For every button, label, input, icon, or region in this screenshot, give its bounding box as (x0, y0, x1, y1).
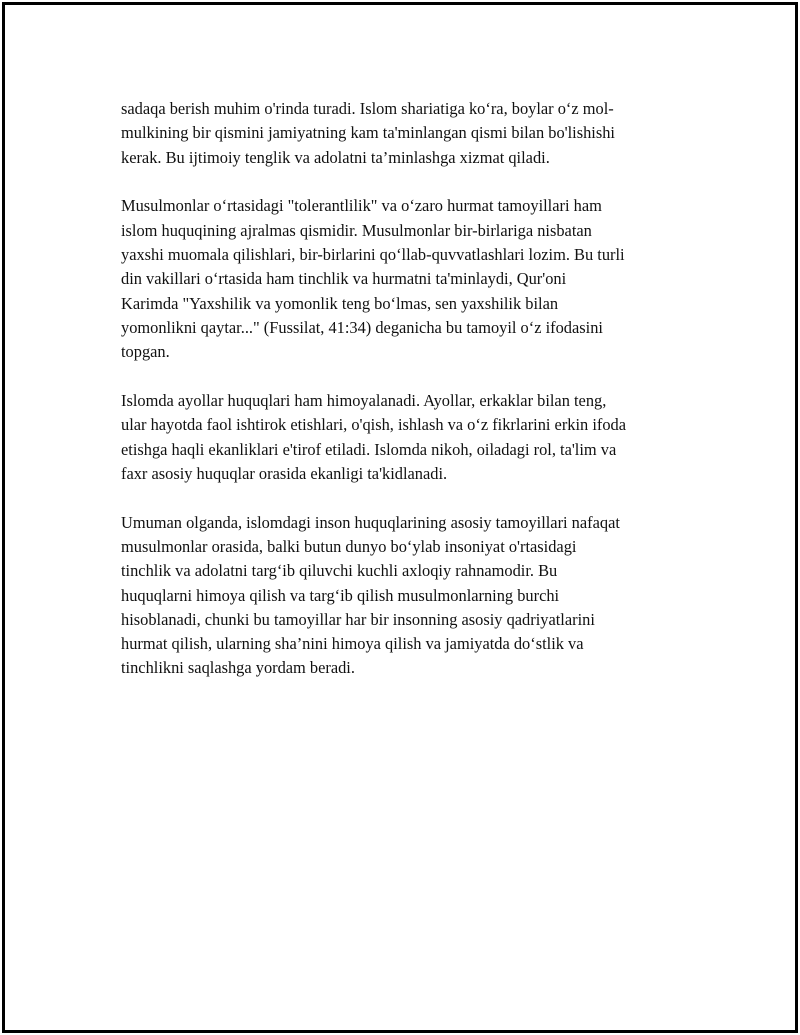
document-body (121, 97, 691, 705)
text-line: din vakillari o‘rtasida ham tinchlik va hurmatni ta'minlaydi, Qur'oni (121, 269, 567, 289)
paragraph-women-rights (121, 389, 691, 486)
text-line: huquqlarni himoya qilish va targ‘ib qilish musulmonlarning burchi (121, 585, 560, 605)
text-line: tinchlik va adolatni targ‘ib qiluvchi kuchli axloqiy rahnamodir. Bu (121, 561, 558, 581)
text-line: yaxshi muomala qilishlari, bir-birlarini qo‘llab-quvvatlashlari lozim. Bu turli (121, 244, 625, 264)
text-line: yomonlikni qaytar..." (Fussilat, 41:34) deganicha bu tamoyil o‘z ifodasini (121, 317, 603, 337)
text-line: mulkining bir qismini jamiyatning kam ta'minlangan qismi bilan bo'lishishi (121, 123, 615, 143)
text-line: Karimda "Yaxshilik va yomonlik teng bo‘lmas, sen yaxshilik bilan (121, 293, 559, 313)
text-line: etishga haqli ekanliklari e'tirof etiladi. Islomda nikoh, oiladagi rol, ta'lim va (121, 439, 617, 459)
text-line: musulmonlar orasida, balki butun dunyo bo‘ylab insoniyat o'rtasidagi (121, 536, 577, 556)
text-line: Islomda ayollar huquqlari ham himoyalanadi. Ayollar, erkaklar bilan teng, (121, 390, 607, 410)
text-line: islom huquqining ajralmas qismidir. Musulmonlar bir-birlariga nisbatan (121, 220, 592, 240)
text-line: hurmat qilish, ularning sha’nini himoya qilish va jamiyatda do‘stlik va (121, 634, 584, 654)
text-line: hisoblanadi, chunki bu tamoyillar har bir insonning asosiy qadriyatlarini (121, 609, 595, 629)
text-line: kerak. Bu ijtimoiy tenglik va adolatni ta’minlashga xizmat qiladi. (121, 147, 550, 167)
paragraph-charity (121, 97, 691, 170)
text-line: faxr asosiy huquqlar orasida ekanligi ta'kidlanadi. (121, 463, 448, 483)
text-line: Umuman olganda, islomdagi inson huquqlarining asosiy tamoyillari nafaqat (121, 512, 620, 532)
text-line: sadaqa berish muhim o'rinda turadi. Islom shariatiga ko‘ra, boylar o‘z mol- (121, 99, 614, 118)
text-line: tinchlikni saqlashga yordam beradi. (121, 658, 355, 678)
paragraph-conclusion (121, 511, 691, 681)
page-frame (2, 2, 798, 1033)
text-line: ular hayotda faol ishtirok etishlari, o'qish, ishlash va o‘z fikrlarini erkin ifoda (121, 415, 627, 435)
paragraph-tolerance (121, 194, 691, 364)
text-line: topgan. (121, 342, 170, 362)
text-line: Musulmonlar o‘rtasidagi "tolerantlilik" va o‘zaro hurmat tamoyillari ham (121, 196, 602, 216)
